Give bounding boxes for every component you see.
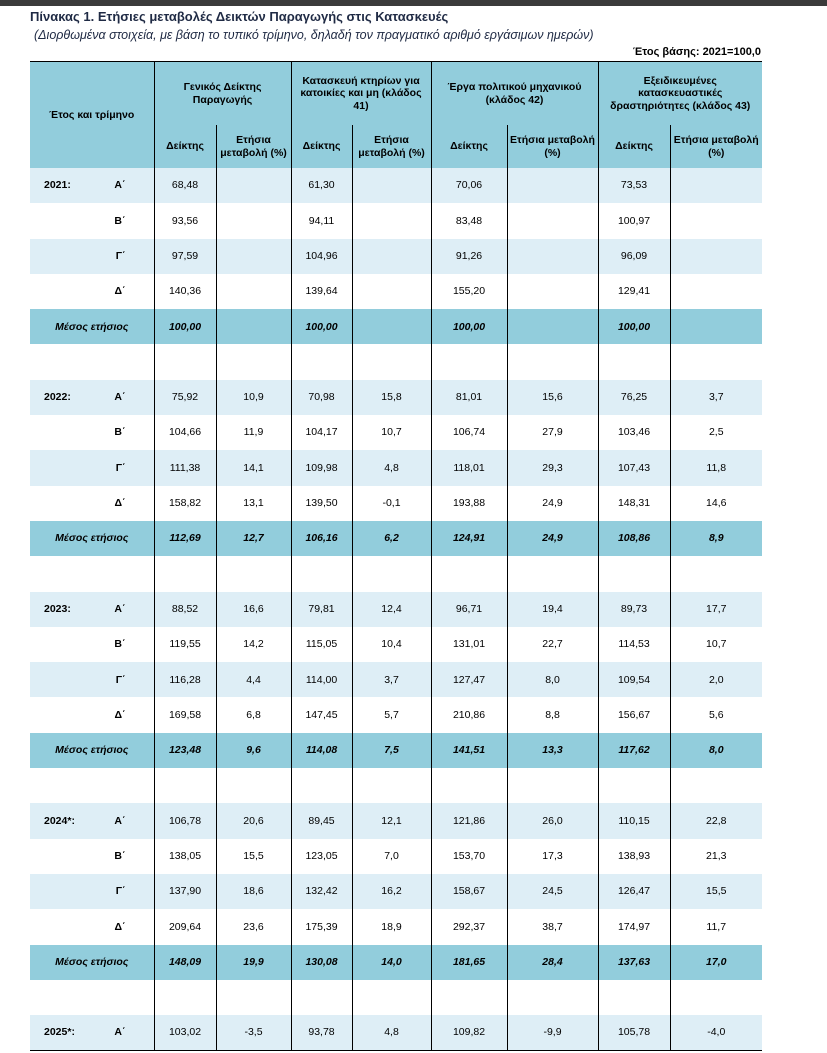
change-value-cell: 22,7: [507, 627, 598, 662]
index-value-cell: 209,64: [154, 909, 216, 944]
index-value-cell: 156,67: [598, 697, 670, 732]
spacer-cell: [507, 768, 598, 803]
quarter-row: [30, 627, 762, 662]
row-label-cell: [30, 803, 154, 838]
index-value-cell: 141,51: [431, 733, 507, 768]
index-value-cell: 139,64: [291, 274, 352, 309]
spacer-cell: [216, 980, 291, 1015]
change-value-cell: [216, 274, 291, 309]
change-value-cell: 7,5: [352, 733, 431, 768]
index-value-cell: 103,02: [154, 1015, 216, 1050]
change-value-cell: -9,9: [507, 1015, 598, 1050]
index-value-cell: 94,11: [291, 203, 352, 238]
quarter-label: Β΄: [114, 214, 126, 227]
change-value-cell: [216, 309, 291, 344]
index-value-cell: 126,47: [598, 874, 670, 909]
change-value-cell: 12,4: [352, 592, 431, 627]
index-column-header: Δείκτης: [431, 125, 507, 168]
quarter-row: [30, 1015, 762, 1050]
row-label-cell: [30, 627, 154, 662]
quarter-label: Α΄: [114, 602, 126, 615]
index-column-header: Δείκτης: [598, 125, 670, 168]
index-value-cell: 155,20: [431, 274, 507, 309]
quarter-label: Δ΄: [114, 920, 126, 933]
index-value-cell: 118,01: [431, 450, 507, 485]
change-value-cell: 5,7: [352, 697, 431, 732]
index-value-cell: 79,81: [291, 592, 352, 627]
index-value-cell: 68,48: [154, 168, 216, 203]
change-value-cell: 24,9: [507, 521, 598, 556]
spacer-row: [30, 344, 762, 379]
spacer-cell: [431, 980, 507, 1015]
change-value-cell: 16,2: [352, 874, 431, 909]
index-value-cell: 106,74: [431, 415, 507, 450]
index-value-cell: 104,66: [154, 415, 216, 450]
change-value-cell: 2,5: [670, 415, 762, 450]
index-value-cell: 175,39: [291, 909, 352, 944]
quarter-label: Γ΄: [115, 461, 126, 474]
column-group-header: Κατασκευή κτηρίων για κατοικίες και μη (κλάδος 41): [291, 62, 431, 125]
top-window-bar: [0, 0, 827, 6]
index-value-cell: 111,38: [154, 450, 216, 485]
change-value-cell: [216, 168, 291, 203]
change-value-cell: 4,8: [352, 1015, 431, 1050]
change-value-cell: [216, 203, 291, 238]
annual-mean-label: Μέσος ετήσιος: [30, 733, 154, 768]
annual-mean-row: [30, 733, 762, 768]
row-label-cell: [30, 380, 154, 415]
row-label-header: Έτος και τρίμηνο: [30, 62, 154, 168]
index-value-cell: 81,01: [431, 380, 507, 415]
change-value-cell: [670, 309, 762, 344]
index-value-cell: 181,65: [431, 945, 507, 980]
index-value-cell: 96,09: [598, 239, 670, 274]
change-value-cell: 6,8: [216, 697, 291, 732]
change-value-cell: 15,6: [507, 380, 598, 415]
index-value-cell: 109,98: [291, 450, 352, 485]
index-value-cell: 132,42: [291, 874, 352, 909]
change-value-cell: 8,9: [670, 521, 762, 556]
quarter-row: [30, 839, 762, 874]
index-value-cell: 210,86: [431, 697, 507, 732]
table-body: [30, 62, 762, 1050]
index-value-cell: 89,45: [291, 803, 352, 838]
index-column-header: Δείκτης: [154, 125, 216, 168]
change-value-cell: 2,0: [670, 662, 762, 697]
spacer-cell: [352, 344, 431, 379]
table-subtitle: (Διορθωμένα στοιχεία, με βάση το τυπικό τρίμηνο, δηλαδή τον πραγματικό αριθμό εργάσιμων ημερών): [34, 28, 594, 42]
index-value-cell: 174,97: [598, 909, 670, 944]
index-value-cell: 83,48: [431, 203, 507, 238]
quarter-label: Γ΄: [115, 249, 126, 262]
index-value-cell: 114,08: [291, 733, 352, 768]
spacer-cell: [670, 980, 762, 1015]
row-label-cell: [30, 168, 154, 203]
change-value-cell: [507, 309, 598, 344]
row-label-cell: [30, 839, 154, 874]
index-value-cell: 117,62: [598, 733, 670, 768]
annual-mean-row: [30, 945, 762, 980]
index-value-cell: 292,37: [431, 909, 507, 944]
change-value-cell: 19,4: [507, 592, 598, 627]
change-value-cell: 18,9: [352, 909, 431, 944]
index-value-cell: 121,86: [431, 803, 507, 838]
change-value-cell: 9,6: [216, 733, 291, 768]
index-value-cell: 123,48: [154, 733, 216, 768]
change-value-cell: -3,5: [216, 1015, 291, 1050]
spacer-cell: [154, 344, 216, 379]
spacer-cell: [598, 768, 670, 803]
change-value-cell: 10,4: [352, 627, 431, 662]
spacer-cell: [30, 556, 154, 591]
quarter-label: Δ΄: [114, 708, 126, 721]
quarter-row: [30, 239, 762, 274]
spacer-cell: [598, 556, 670, 591]
spacer-cell: [291, 344, 352, 379]
production-index-table: [30, 62, 762, 1051]
index-value-cell: 110,15: [598, 803, 670, 838]
change-value-cell: 28,4: [507, 945, 598, 980]
quarter-row: [30, 486, 762, 521]
change-value-cell: 29,3: [507, 450, 598, 485]
index-value-cell: 100,97: [598, 203, 670, 238]
index-value-cell: 91,26: [431, 239, 507, 274]
spacer-cell: [670, 556, 762, 591]
change-value-cell: [352, 274, 431, 309]
annual-mean-label: Μέσος ετήσιος: [30, 945, 154, 980]
spacer-cell: [291, 768, 352, 803]
spacer-cell: [30, 768, 154, 803]
change-value-cell: 14,6: [670, 486, 762, 521]
spacer-cell: [352, 556, 431, 591]
index-value-cell: 108,86: [598, 521, 670, 556]
index-value-cell: 119,55: [154, 627, 216, 662]
change-value-cell: [670, 203, 762, 238]
quarter-row: [30, 592, 762, 627]
index-value-cell: 158,67: [431, 874, 507, 909]
spacer-cell: [431, 768, 507, 803]
row-label-cell: [30, 486, 154, 521]
index-value-cell: 100,00: [154, 309, 216, 344]
change-value-cell: 11,8: [670, 450, 762, 485]
index-value-cell: 106,78: [154, 803, 216, 838]
quarter-row: [30, 415, 762, 450]
change-column-header: Ετήσια μεταβολή (%): [507, 125, 598, 168]
change-value-cell: 17,3: [507, 839, 598, 874]
change-value-cell: 24,5: [507, 874, 598, 909]
change-value-cell: [507, 239, 598, 274]
spacer-cell: [431, 556, 507, 591]
index-value-cell: 89,73: [598, 592, 670, 627]
spacer-cell: [30, 344, 154, 379]
index-value-cell: 97,59: [154, 239, 216, 274]
change-value-cell: 4,8: [352, 450, 431, 485]
row-label-cell: [30, 697, 154, 732]
index-value-cell: 147,45: [291, 697, 352, 732]
spacer-cell: [216, 344, 291, 379]
change-value-cell: 10,9: [216, 380, 291, 415]
index-value-cell: 106,16: [291, 521, 352, 556]
row-label-cell: [30, 274, 154, 309]
row-label-cell: [30, 203, 154, 238]
index-value-cell: 100,00: [598, 309, 670, 344]
spacer-cell: [431, 344, 507, 379]
change-value-cell: 14,2: [216, 627, 291, 662]
change-value-cell: [216, 239, 291, 274]
change-value-cell: 15,8: [352, 380, 431, 415]
change-value-cell: 8,0: [670, 733, 762, 768]
row-label-cell: [30, 1015, 154, 1050]
quarter-label: Β΄: [114, 638, 126, 651]
change-value-cell: [670, 239, 762, 274]
index-value-cell: 114,53: [598, 627, 670, 662]
quarter-label: Α΄: [114, 1026, 126, 1039]
change-column-header: Ετήσια μεταβολή (%): [352, 125, 431, 168]
spacer-cell: [598, 980, 670, 1015]
base-year-note: Έτος βάσης: 2021=100,0: [632, 46, 761, 58]
index-value-cell: 127,47: [431, 662, 507, 697]
spacer-cell: [291, 980, 352, 1015]
quarter-label: Δ΄: [114, 497, 126, 510]
index-value-cell: 131,01: [431, 627, 507, 662]
index-value-cell: 88,52: [154, 592, 216, 627]
quarter-row: [30, 203, 762, 238]
change-value-cell: [670, 168, 762, 203]
spacer-cell: [507, 980, 598, 1015]
index-value-cell: 100,00: [431, 309, 507, 344]
index-value-cell: 109,82: [431, 1015, 507, 1050]
change-value-cell: [670, 274, 762, 309]
index-value-cell: 124,91: [431, 521, 507, 556]
column-group-header: Εξειδικευμένες κατασκευαστικές δραστηριότητες (κλάδος 43): [598, 62, 762, 125]
change-value-cell: 4,4: [216, 662, 291, 697]
spacer-cell: [507, 556, 598, 591]
spacer-cell: [670, 344, 762, 379]
change-value-cell: 15,5: [216, 839, 291, 874]
row-label-cell: [30, 415, 154, 450]
quarter-row: [30, 697, 762, 732]
change-value-cell: 5,6: [670, 697, 762, 732]
change-value-cell: 21,3: [670, 839, 762, 874]
change-value-cell: -4,0: [670, 1015, 762, 1050]
spacer-cell: [154, 556, 216, 591]
quarter-row: [30, 874, 762, 909]
change-value-cell: 13,1: [216, 486, 291, 521]
change-value-cell: 15,5: [670, 874, 762, 909]
change-value-cell: 13,3: [507, 733, 598, 768]
change-value-cell: 24,9: [507, 486, 598, 521]
spacer-cell: [154, 980, 216, 1015]
index-value-cell: 70,98: [291, 380, 352, 415]
change-value-cell: 14,1: [216, 450, 291, 485]
change-value-cell: 26,0: [507, 803, 598, 838]
row-label-cell: [30, 909, 154, 944]
index-value-cell: 104,17: [291, 415, 352, 450]
quarter-row: [30, 274, 762, 309]
index-value-cell: 193,88: [431, 486, 507, 521]
index-value-cell: 139,50: [291, 486, 352, 521]
change-value-cell: 22,8: [670, 803, 762, 838]
spacer-cell: [670, 768, 762, 803]
index-value-cell: 109,54: [598, 662, 670, 697]
spacer-cell: [507, 344, 598, 379]
row-label-cell: [30, 874, 154, 909]
change-column-header: Ετήσια μεταβολή (%): [670, 125, 762, 168]
change-value-cell: 10,7: [352, 415, 431, 450]
annual-mean-label: Μέσος ετήσιος: [30, 521, 154, 556]
spacer-cell: [30, 980, 154, 1015]
quarter-row: [30, 909, 762, 944]
index-value-cell: 123,05: [291, 839, 352, 874]
change-value-cell: 8,0: [507, 662, 598, 697]
change-value-cell: [507, 168, 598, 203]
change-value-cell: 3,7: [670, 380, 762, 415]
index-value-cell: 75,92: [154, 380, 216, 415]
quarter-label: Α΄: [114, 179, 126, 192]
index-value-cell: 105,78: [598, 1015, 670, 1050]
index-value-cell: 115,05: [291, 627, 352, 662]
index-value-cell: 107,43: [598, 450, 670, 485]
quarter-label: Α΄: [114, 814, 126, 827]
change-value-cell: 8,8: [507, 697, 598, 732]
change-value-cell: 6,2: [352, 521, 431, 556]
index-value-cell: 148,31: [598, 486, 670, 521]
year-label: 2021:: [44, 179, 71, 192]
index-value-cell: 129,41: [598, 274, 670, 309]
quarter-label: Δ΄: [114, 285, 126, 298]
spacer-row: [30, 980, 762, 1015]
index-value-cell: 158,82: [154, 486, 216, 521]
year-label: 2022:: [44, 391, 71, 404]
change-value-cell: [352, 239, 431, 274]
year-label: 2024*:: [44, 814, 75, 827]
header-row-groups: [30, 62, 762, 125]
annual-mean-row: [30, 309, 762, 344]
change-value-cell: 10,7: [670, 627, 762, 662]
spacer-cell: [598, 344, 670, 379]
spacer-cell: [154, 768, 216, 803]
change-value-cell: [507, 203, 598, 238]
index-value-cell: 70,06: [431, 168, 507, 203]
change-value-cell: 38,7: [507, 909, 598, 944]
quarter-label: Γ΄: [115, 885, 126, 898]
spacer-cell: [352, 768, 431, 803]
column-group-header: Γενικός Δείκτης Παραγωγής: [154, 62, 291, 125]
change-value-cell: [352, 203, 431, 238]
change-value-cell: 12,1: [352, 803, 431, 838]
change-value-cell: 17,7: [670, 592, 762, 627]
index-value-cell: 116,28: [154, 662, 216, 697]
row-label-cell: [30, 450, 154, 485]
index-value-cell: 93,56: [154, 203, 216, 238]
index-column-header: Δείκτης: [291, 125, 352, 168]
row-label-cell: [30, 662, 154, 697]
index-value-cell: 137,63: [598, 945, 670, 980]
change-value-cell: 17,0: [670, 945, 762, 980]
year-label: 2025*:: [44, 1026, 75, 1039]
quarter-row: [30, 803, 762, 838]
index-value-cell: 137,90: [154, 874, 216, 909]
quarter-label: Γ΄: [115, 673, 126, 686]
index-value-cell: 148,09: [154, 945, 216, 980]
quarter-row: [30, 168, 762, 203]
spacer-row: [30, 768, 762, 803]
change-value-cell: 16,6: [216, 592, 291, 627]
quarter-label: Β΄: [114, 849, 126, 862]
change-value-cell: 19,9: [216, 945, 291, 980]
change-value-cell: 27,9: [507, 415, 598, 450]
quarter-row: [30, 450, 762, 485]
annual-mean-row: [30, 521, 762, 556]
change-value-cell: 7,0: [352, 839, 431, 874]
spacer-cell: [216, 768, 291, 803]
table-title: Πίνακας 1. Ετήσιες μεταβολές Δεικτών Παραγωγής στις Κατασκευές: [30, 9, 449, 24]
change-value-cell: -0,1: [352, 486, 431, 521]
index-value-cell: 138,05: [154, 839, 216, 874]
annual-mean-label: Μέσος ετήσιος: [30, 309, 154, 344]
index-value-cell: 104,96: [291, 239, 352, 274]
change-value-cell: 14,0: [352, 945, 431, 980]
row-label-cell: [30, 592, 154, 627]
column-group-header: Έργα πολιτικού μηχανικού (κλάδος 42): [431, 62, 598, 125]
change-value-cell: 3,7: [352, 662, 431, 697]
index-value-cell: 169,58: [154, 697, 216, 732]
change-value-cell: [352, 309, 431, 344]
spacer-cell: [352, 980, 431, 1015]
index-value-cell: 130,08: [291, 945, 352, 980]
index-value-cell: 93,78: [291, 1015, 352, 1050]
change-value-cell: 11,9: [216, 415, 291, 450]
year-label: 2023:: [44, 602, 71, 615]
spacer-cell: [291, 556, 352, 591]
change-value-cell: [352, 168, 431, 203]
index-value-cell: 153,70: [431, 839, 507, 874]
spacer-cell: [216, 556, 291, 591]
index-value-cell: 140,36: [154, 274, 216, 309]
change-value-cell: 11,7: [670, 909, 762, 944]
spacer-row: [30, 556, 762, 591]
change-column-header: Ετήσια μεταβολή (%): [216, 125, 291, 168]
change-value-cell: [507, 274, 598, 309]
index-value-cell: 138,93: [598, 839, 670, 874]
index-value-cell: 103,46: [598, 415, 670, 450]
index-value-cell: 112,69: [154, 521, 216, 556]
index-value-cell: 114,00: [291, 662, 352, 697]
index-value-cell: 96,71: [431, 592, 507, 627]
index-value-cell: 76,25: [598, 380, 670, 415]
change-value-cell: 23,6: [216, 909, 291, 944]
quarter-label: Α΄: [114, 391, 126, 404]
quarter-row: [30, 380, 762, 415]
quarter-row: [30, 662, 762, 697]
index-value-cell: 61,30: [291, 168, 352, 203]
row-label-cell: [30, 239, 154, 274]
index-value-cell: 73,53: [598, 168, 670, 203]
change-value-cell: 18,6: [216, 874, 291, 909]
quarter-label: Β΄: [114, 426, 126, 439]
index-value-cell: 100,00: [291, 309, 352, 344]
change-value-cell: 20,6: [216, 803, 291, 838]
change-value-cell: 12,7: [216, 521, 291, 556]
